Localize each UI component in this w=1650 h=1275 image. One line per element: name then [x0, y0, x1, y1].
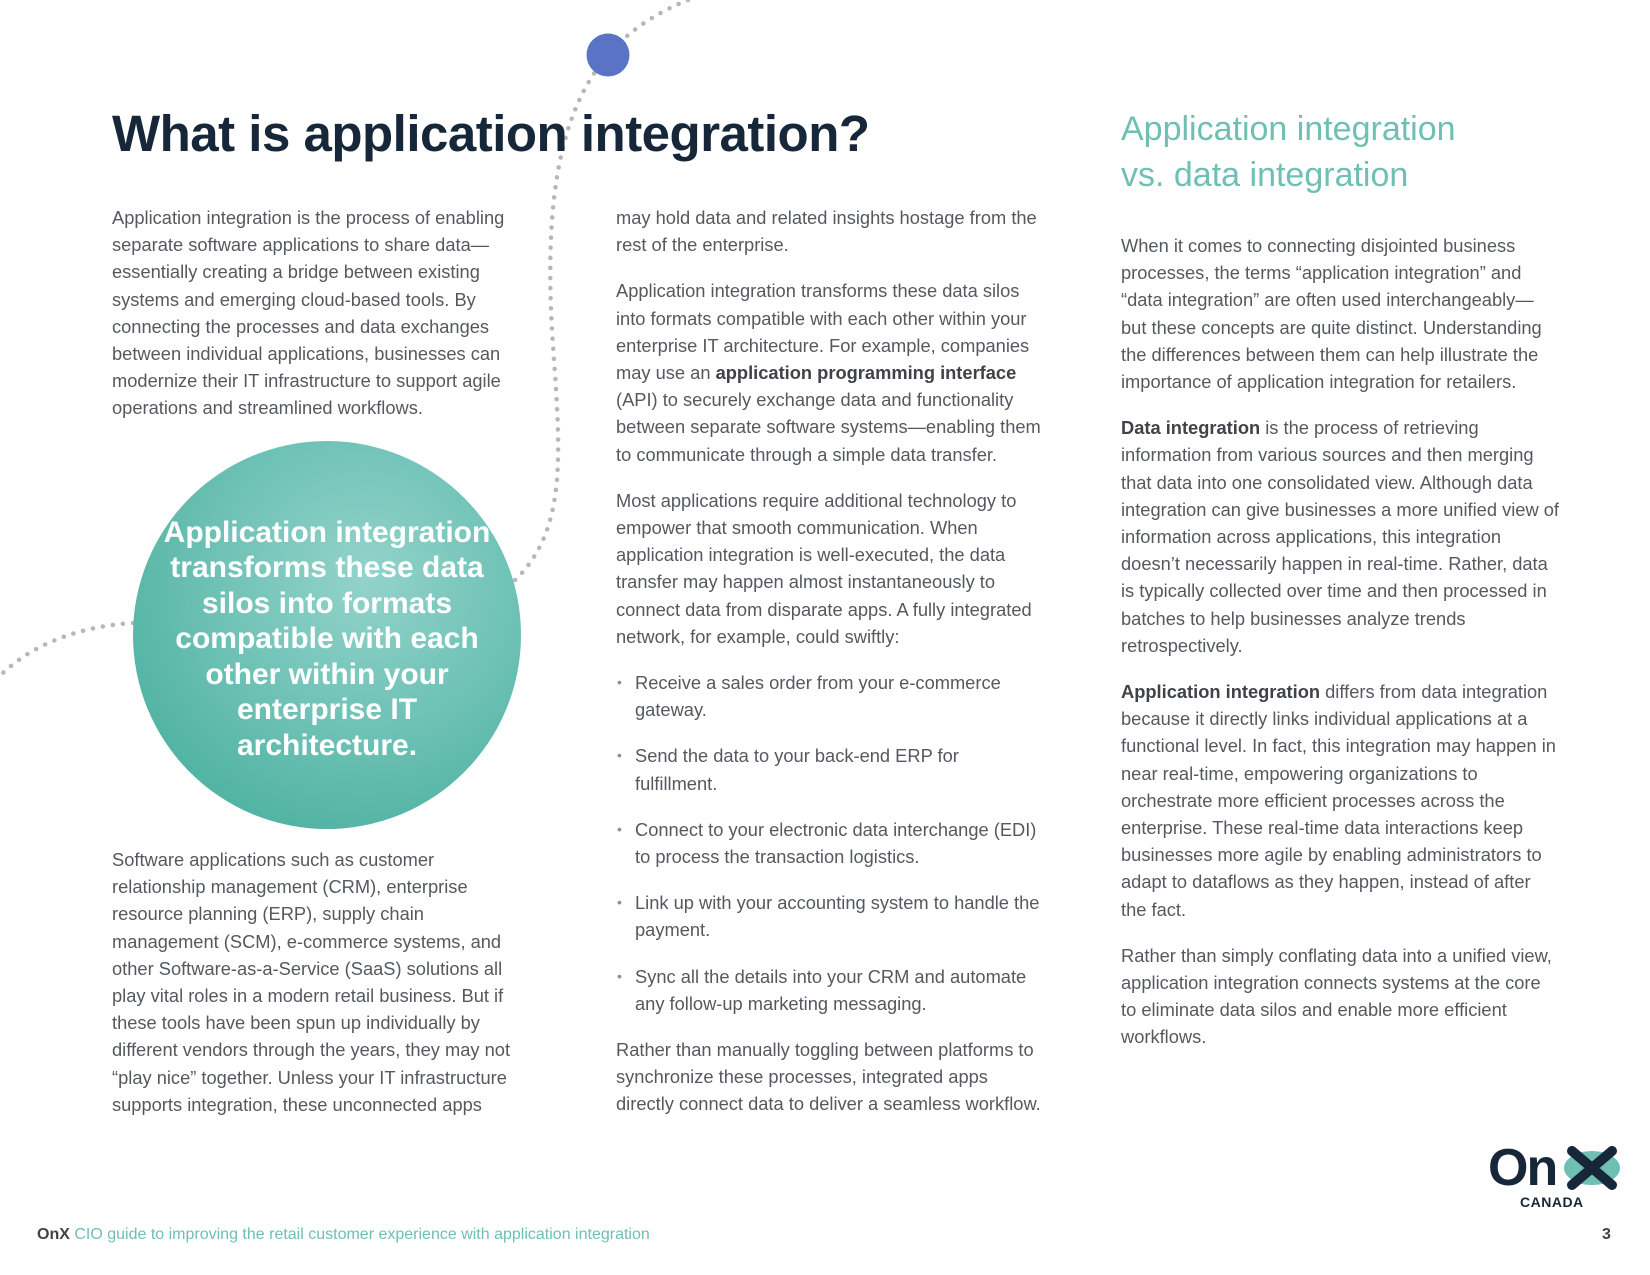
list-item: • Connect to your electronic data interchange (EDI) to process the transaction logistics.	[616, 816, 1046, 870]
sidebar-heading-line2: vs. data integration	[1121, 156, 1409, 194]
workflow-paragraph: Rather than manually toggling between platforms to synchronize these processes, integrated apps directly connect data to deliver a seamless workflow.	[616, 1039, 1041, 1115]
dotted-arc-left	[0, 623, 133, 676]
software-apps-text	[112, 846, 532, 1137]
intro-paragraph: Application integration is the process of enabling separate software applications to share data—essentially creating a bridge between existing systems and emerging cloud-based tools. By connecting the processes and data exchanges between individual applications, businesses can modernize their IT infrastructure to support agile operations and streamlined workflows.	[112, 207, 505, 419]
sidebar-column	[1121, 232, 1559, 1070]
page-number: 3	[1602, 1226, 1611, 1243]
capabilities-list	[616, 669, 1046, 1017]
intro-text	[112, 204, 532, 441]
api-paragraph-end: (API) to securely exchange data and functionality between separate software systems—enabling them to communicate through a simple data transfer.	[616, 389, 1041, 465]
application-integration-text: differs from data integration because it directly links individual applications at a functional level. In fact, this integration may happen in near real-time, empowering organizations to orchestrate more efficient processes across the enterprise. These real-time data interactions keep businesses more agile by enabling administrators to adapt to dataflows as they happen, instead of after the fact.	[1121, 681, 1556, 920]
sidebar-heading-line1: Application integration	[1121, 110, 1456, 148]
technology-paragraph: Most applications require additional technology to empower that smooth communication. When application integration is well-executed, the data transfer may happen almost instantaneously to connect data from disparate apps. A fully integrated network, for example, could swiftly:	[616, 489, 1032, 647]
main-column	[616, 204, 1046, 1137]
footer-document-title: CIO guide to improving the retail customer experience with application integration	[74, 1226, 650, 1243]
application-integration-term: Application integration	[1121, 681, 1321, 703]
list-item: • Receive a sales order from your e-commerce gateway.	[616, 669, 1046, 723]
logo-word: On	[1488, 1139, 1557, 1197]
pull-quote-circle	[133, 441, 521, 829]
sidebar-conclusion-paragraph: Rather than simply conflating data into a unified view, application integration connects systems at the core to eliminate data silos and enable more efficient workflows.	[1121, 944, 1552, 1048]
logo-subtitle: CANADA	[1520, 1194, 1584, 1210]
blue-dot	[587, 34, 630, 77]
data-integration-text: is the process of retrieving information from various sources and then merging that data into one consolidated view. Although data integration can give businesses a more unified view of information across applications, this integration doesn’t necessarily happen in real-time. Rather, data is typically collected over time and then processed in batches to help businesses analyze trends retrospectively.	[1121, 417, 1559, 656]
data-integration-paragraph	[1121, 414, 1559, 659]
pull-quote-text: Application integration transforms these data silos into formats compatible with each other within your enterprise IT architecture.	[163, 515, 491, 762]
page-title: What is application integration?	[112, 105, 870, 162]
api-paragraph	[616, 277, 1046, 467]
footer	[37, 1226, 650, 1244]
api-paragraph-start: Application integration transforms these data silos into formats compatible with each other within your enterprise IT architecture. For example, companies may use an	[616, 280, 1030, 384]
list-item: • Send the data to your back-end ERP for fulfillment.	[616, 742, 1046, 796]
x-mark-icon	[1562, 1145, 1622, 1191]
footer-brand: OnX	[37, 1226, 70, 1243]
data-integration-term: Data integration	[1121, 417, 1261, 439]
list-item: • Link up with your accounting system to handle the payment.	[616, 889, 1046, 943]
api-term: application programming interface	[715, 362, 1017, 384]
application-integration-paragraph	[1121, 678, 1559, 923]
list-item: • Sync all the details into your CRM and automate any follow-up marketing messaging.	[616, 963, 1046, 1017]
software-apps-paragraph: Software applications such as customer relationship management (CRM), enterprise resource planning (ERP), supply chain management (SCM), e-commerce systems, and other Software-as-a-Service (SaaS) solutions all play vital roles in a modern retail business. But if these tools have been spun up individually by different vendors through the years, they may not “play nice” together. Unless your IT infrastructure supports integration, these unconnected apps	[112, 849, 511, 1115]
onx-canada-logo	[1488, 1140, 1628, 1210]
sidebar-intro-paragraph: When it comes to connecting disjointed business processes, the terms “application integration” and “data integration” are often used interchangeably—but these concepts are quite distinct. Understanding the differences between them can help illustrate the importance of application integration for retailers.	[1121, 235, 1542, 393]
continuation-paragraph: may hold data and related insights hostage from the rest of the enterprise.	[616, 207, 1037, 256]
sidebar-heading	[1121, 106, 1591, 198]
